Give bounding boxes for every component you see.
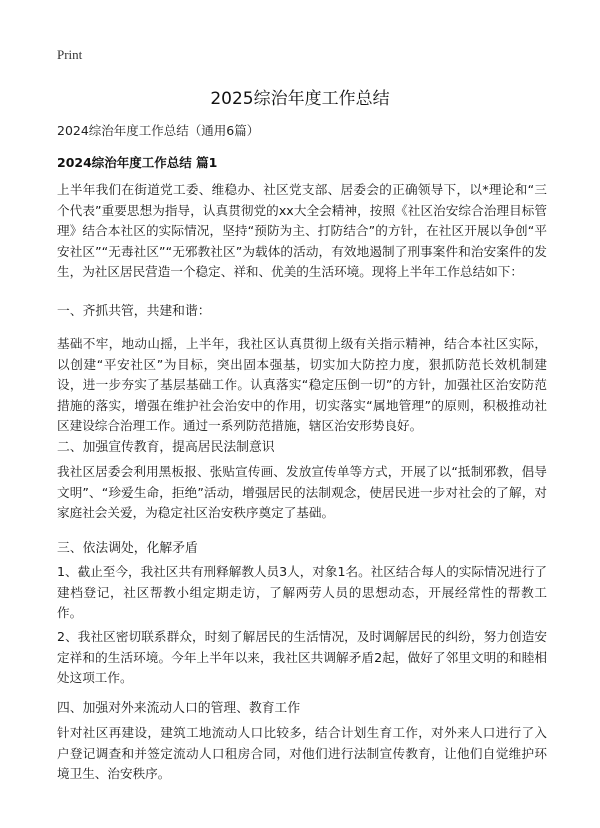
heading-2: 二、加强宣传教育，提高居民法制意识 (57, 440, 275, 455)
document-subtitle: 2024综治年度工作总结（通用6篇） (57, 123, 260, 138)
document-title: 2025综治年度工作总结 (210, 89, 390, 109)
heading-3: 三、依法调处，化解矛盾 (57, 541, 198, 556)
paragraph-1: 基础不牢，地动山摇，上半年，我社区认真贯彻上级有关指示精神，结合本社区实际，以创建“平安社区”为目标，突出固本强基，切实加大防控力度，狠抓防范长效机制建设，进一步夯实了基层基础工作。认真落实“稳定压倒一切”的方针，加强社区治安防范措施的落实，增强在维护社会治安中的作用，切实落实“属地管理”的原则，积极推动社区建设综合治理工作。通过一系列防范措施，辖区治安形势良好。 (57, 336, 547, 433)
heading-1: 一、齐抓共管，共建和谐： (57, 304, 211, 319)
section-title: 2024综治年度工作总结 篇1 (57, 155, 218, 170)
paragraph-4: 2、我社区密切联系群众，时刻了解居民的生活情况，及时调解居民的纠纷，努力创造安定祥和的生活环境。今年上半年以来，我社区共调解矛盾2起，做好了邻里文明的和睦相处这项工作。 (57, 629, 547, 685)
paragraph-2: 我社区居委会利用黑板报、张贴宣传画、发放宣传单等方式，开展了以“抵制邪教，倡导文明”、“珍爱生命，拒绝”活动，增强居民的法制观念，使居民进一步对社会的了解，对家庭社会关爱，为稳定社区治安秩序奠定了基础。 (57, 464, 547, 520)
heading-4: 四、加强对外来流动人口的管理、教育工作 (57, 701, 301, 716)
paragraph-3: 1、截止至今，我社区共有刑释解教人员3人，对象1名。社区结合每人的实际情况进行了建档登记，社区帮教小组定期走访，了解两劳人员的思想动态，开展经常性的帮教工作。 (57, 564, 548, 620)
paragraph-5: 针对社区再建设，建筑工地流动人口比较多，结合计划生育工作，对外来人口进行了入户登记调查和并签定流动人口租房合同，对他们进行法制宣传教育，让他们自觉维护环境卫生、治安秩序。 (57, 725, 547, 781)
intro-paragraph: 上半年我们在街道党工委、维稳办、社区党支部、居委会的正确领导下，以*理论和“三个代表”重要思想为指导，认真贯彻党的xx大全会精神，按照《社区治安综合治理目标管理》结合本社区的实际情况，坚持“预防为主、打防结合”的方针，在社区开展以争创“平安社区”“无毒社区”“无邪教社区”为载体的活动，有效地遏制了刑事案件和治安案件的发生，为社区居民营造一个稳定、祥和、优美的生活环境。现将上半年工作总结如下： (57, 182, 547, 279)
print-label: Print (57, 47, 83, 62)
